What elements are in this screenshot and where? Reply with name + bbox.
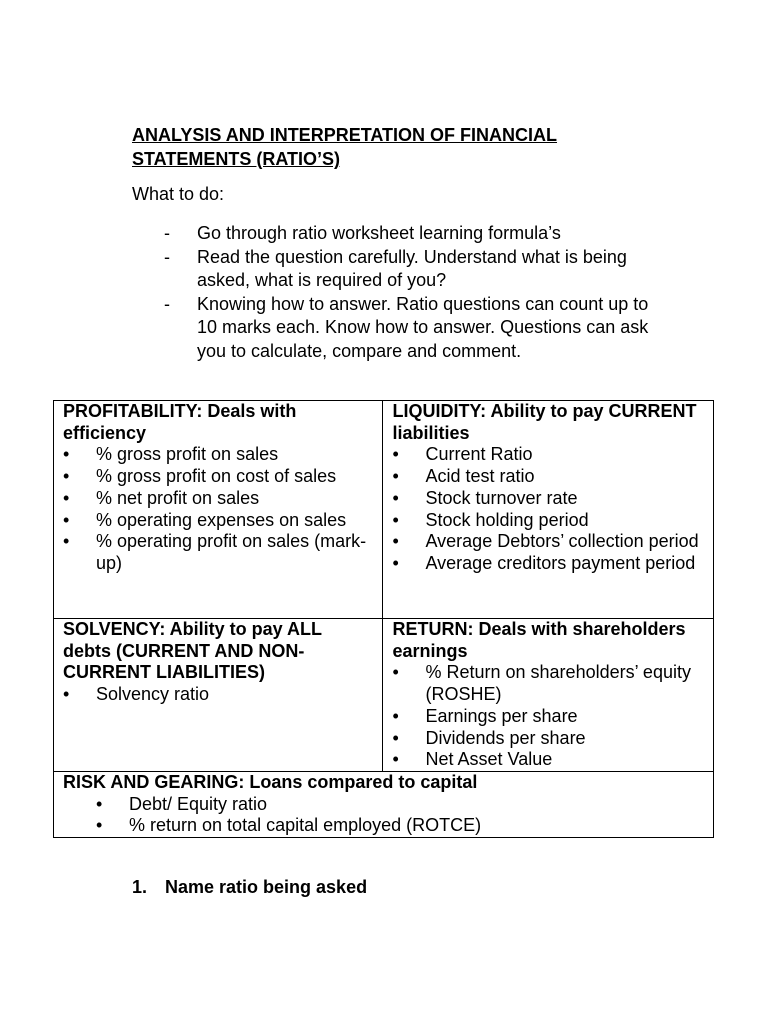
list-item: • % return on total capital employed (ROTCE) (63, 815, 705, 837)
list-item: • % net profit on sales (63, 488, 374, 510)
instruction-item (132, 246, 652, 293)
risk-gearing-list (63, 794, 705, 837)
dash-marker: - (164, 293, 170, 314)
step-text: Name ratio being asked (165, 877, 368, 897)
instruction-text: Go through ratio worksheet learning formula’s (197, 223, 561, 243)
list-item: • Average Debtors’ collection period (392, 531, 705, 553)
return-cell (383, 619, 714, 772)
list-item: • Stock turnover rate (392, 488, 705, 510)
list-item: • % gross profit on sales (63, 444, 374, 466)
dash-marker: - (164, 246, 170, 267)
document-title (132, 123, 692, 171)
document-title-line-1: ANALYSIS AND INTERPRETATION OF FINANCIAL (132, 125, 558, 145)
liquidity-cell (383, 401, 714, 619)
list-item: • Solvency ratio (63, 684, 374, 706)
profitability-list (63, 444, 374, 574)
list-item: • Net Asset Value (392, 749, 705, 771)
document-title-line-2: STATEMENTS (RATIO’S) (132, 149, 340, 169)
ratio-categories-table (53, 400, 714, 838)
return-list (392, 662, 705, 771)
instruction-text: Knowing how to answer. Ratio questions can count up to 10 marks each. Know how to answer. Questions can ask you to calculate, compare and comment. (197, 293, 649, 361)
intro-text: What to do: (132, 184, 225, 204)
instruction-item (132, 222, 652, 246)
list-item: • Dividends per share (392, 728, 705, 750)
liquidity-heading: LIQUIDITY: Ability to pay CURRENT liabilities (392, 401, 697, 443)
profitability-cell (54, 401, 383, 619)
list-item: • % Return on shareholders’ equity (ROSHE) (392, 662, 705, 705)
table-row (54, 401, 714, 619)
dash-marker: - (164, 223, 170, 243)
list-item: • % operating profit on sales (mark-up) (63, 531, 374, 574)
list-item: • Stock holding period (392, 510, 705, 532)
risk-gearing-heading: RISK AND GEARING: Loans compared to capital (63, 772, 478, 792)
list-item: • Debt/ Equity ratio (63, 794, 705, 816)
list-item: • Acid test ratio (392, 466, 705, 488)
table-row (54, 619, 714, 772)
risk-gearing-cell (54, 772, 714, 838)
list-item: • Earnings per share (392, 706, 705, 728)
solvency-cell (54, 619, 383, 772)
step-heading (132, 875, 367, 899)
instruction-text: Read the question carefully. Understand what is being asked, what is required of you? (197, 246, 627, 290)
table-row (54, 772, 714, 838)
step-number: 1. (132, 877, 148, 897)
instruction-item (132, 293, 652, 364)
solvency-list (63, 684, 374, 706)
instructions-list (132, 222, 652, 363)
list-item: • % gross profit on cost of sales (63, 466, 374, 488)
profitability-heading: PROFITABILITY: Deals with efficiency (63, 401, 297, 443)
list-item: • % operating expenses on sales (63, 510, 374, 532)
solvency-heading: SOLVENCY: Ability to pay ALL debts (CURRENT AND NON-CURRENT LIABILITIES) (63, 619, 322, 683)
list-item: • Average creditors payment period (392, 553, 705, 575)
liquidity-list (392, 444, 705, 574)
list-item: • Current Ratio (392, 444, 705, 466)
return-heading: RETURN: Deals with shareholders earnings (392, 619, 686, 661)
